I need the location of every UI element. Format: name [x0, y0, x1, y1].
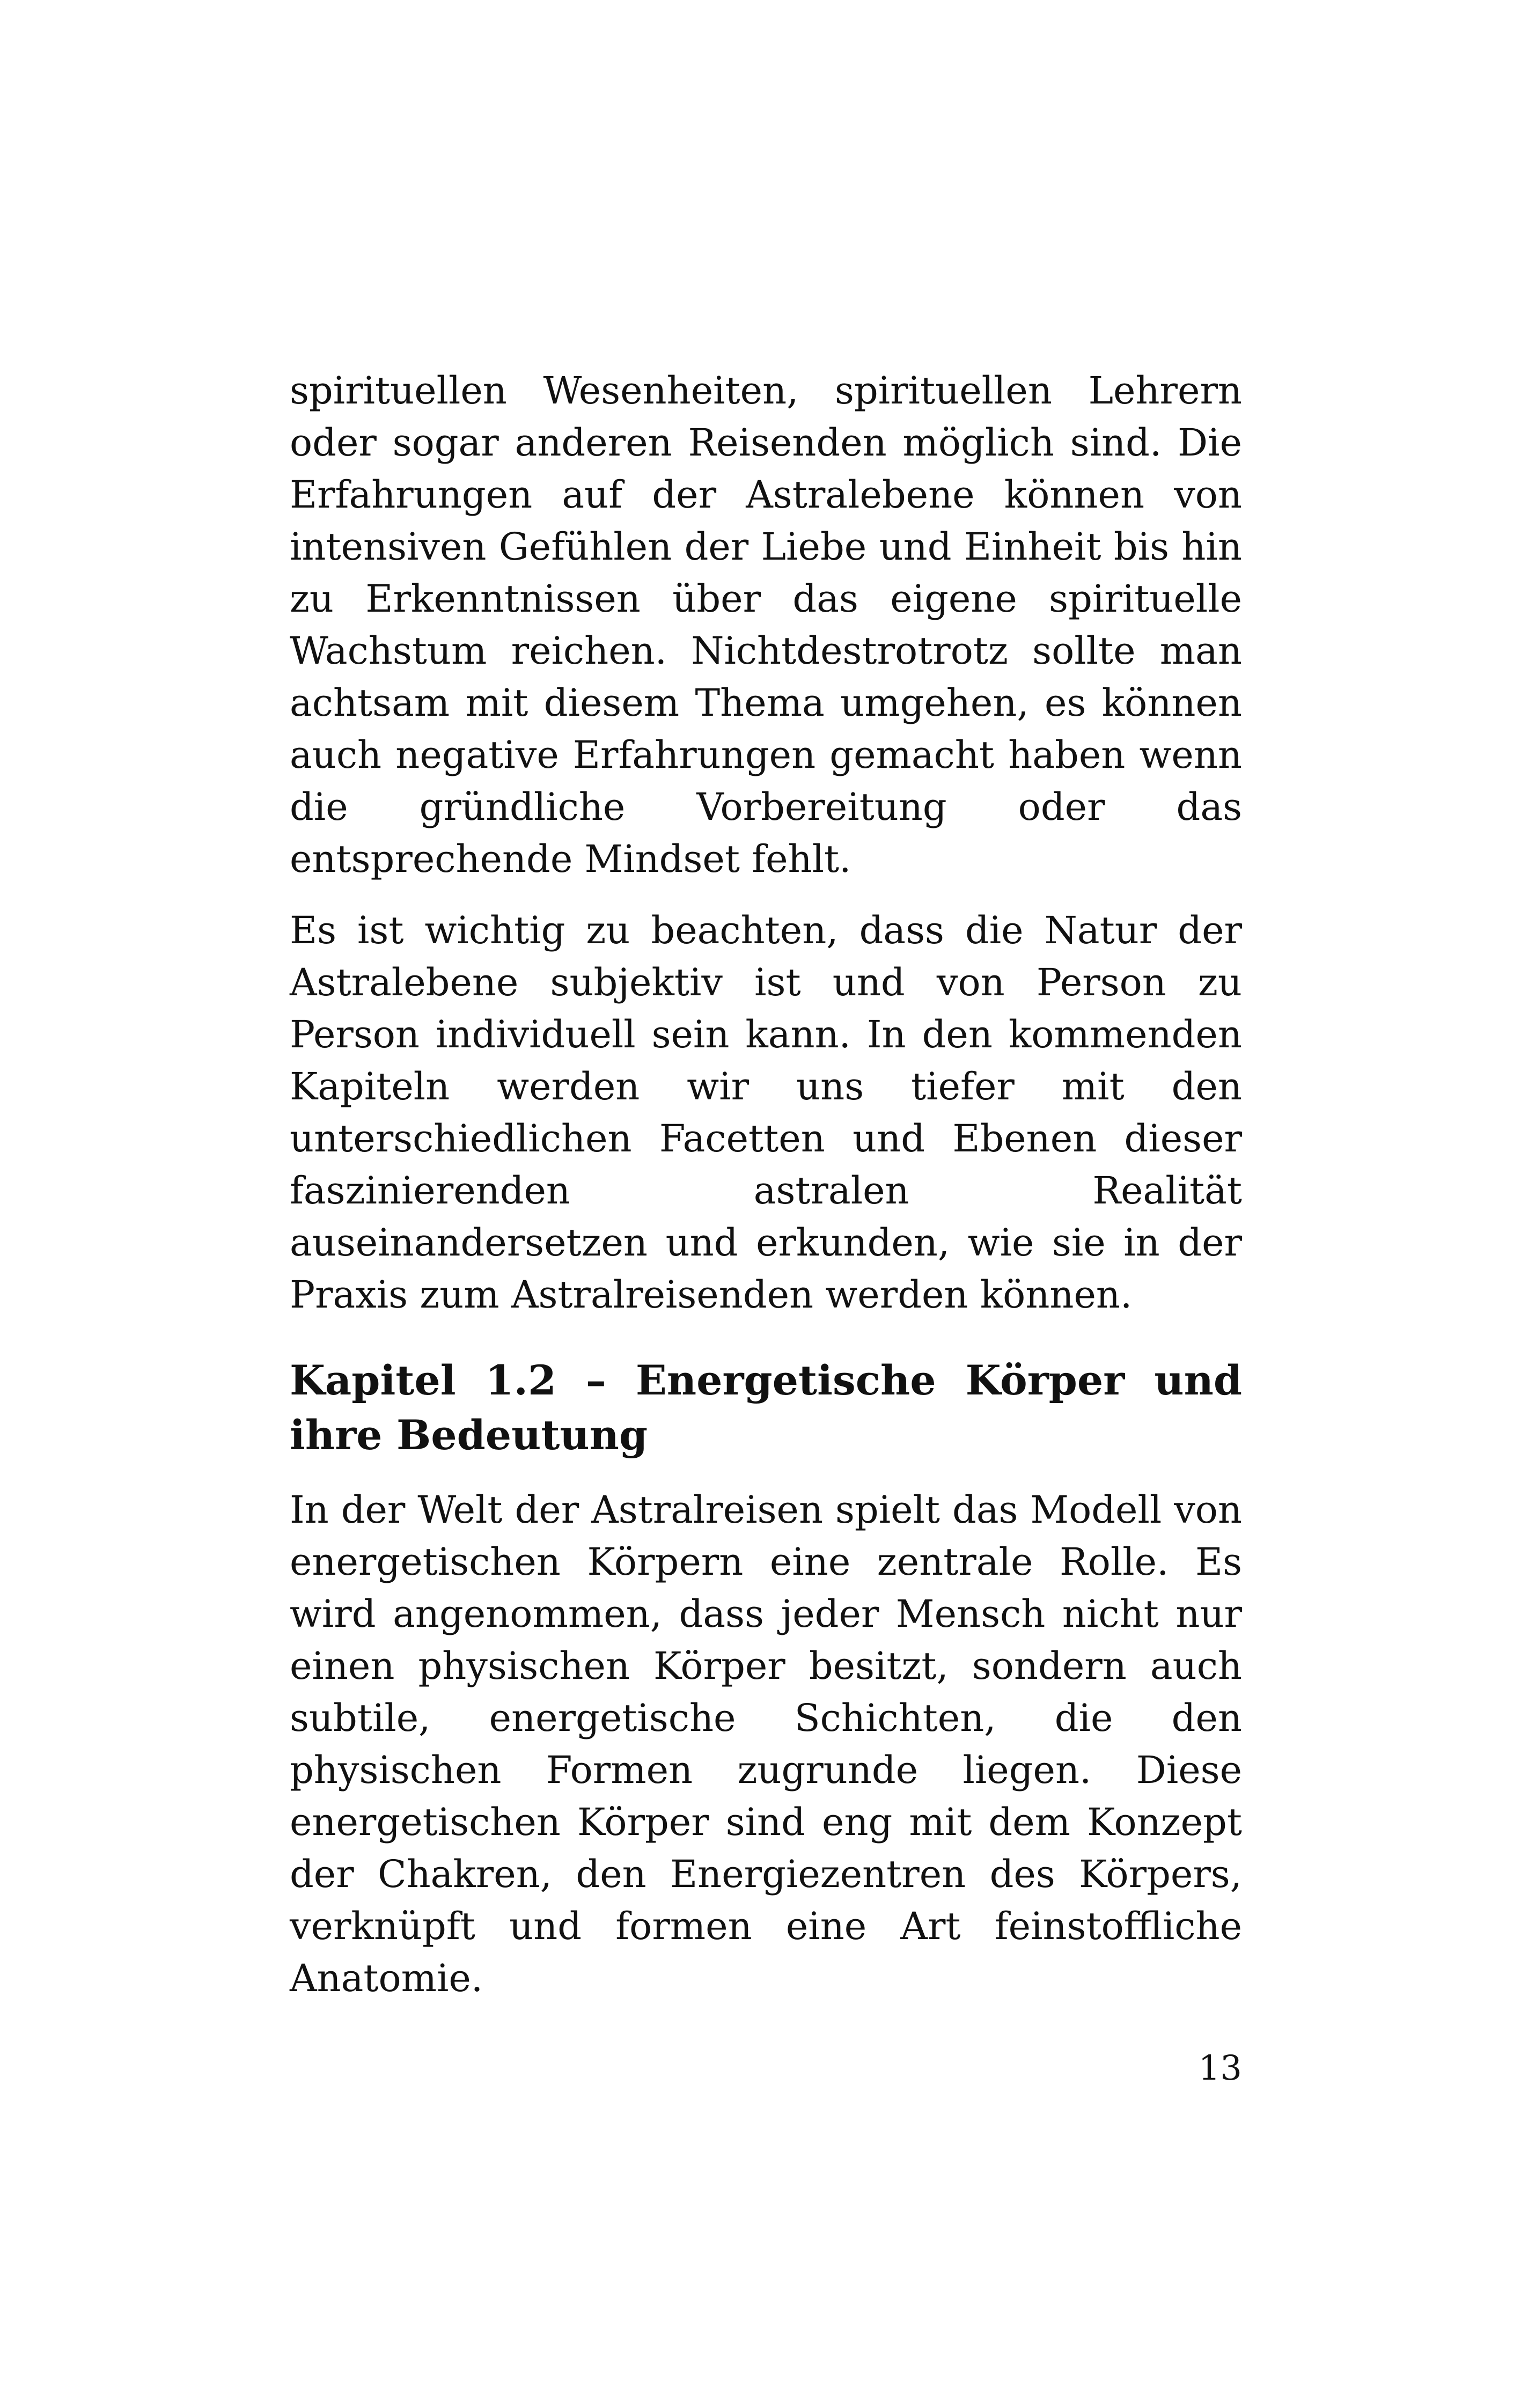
- paragraph-astral-plane-subjective: Es ist wichtig zu beachten, dass die Natur der Astralebene subjektiv ist und von Person zu Person individuell sein kann. In den kommenden Kapiteln werden wir uns tiefer mit den unterschiedlichen Facetten und Ebenen dieser faszinierenden astralen Realität auseinandersetzen und erkunden, wie sie in der Praxis zum Astralreisenden werden können.: [290, 908, 1242, 1317]
- chapter-heading: Kapitel 1.2 – Energetische Körper und ihre Bedeutung: [290, 1356, 1242, 1459]
- paragraph-energetic-bodies: In der Welt der Astralreisen spielt das Modell von energetischen Körpern eine zentrale Rolle. Es wird angenommen, dass jeder Mensch nicht nur einen physischen Körper besitzt, sondern auch subtile, energetische Schichten, die den physischen Formen zugrunde liegen. Diese energetischen Körper sind eng mit dem Konzept der Chakren, den Energiezentren des Körpers, verknüpft und formen eine Art feinstoffliche Anatomie.: [290, 1488, 1242, 2000]
- body-text: [290, 365, 1242, 2005]
- page-number: 13: [1198, 2049, 1242, 2088]
- paragraph-continued: spirituellen Wesenheiten, spirituellen Lehrern oder sogar anderen Reisenden möglich sind. Die Erfahrungen auf der Astralebene können von intensiven Gefühlen der Liebe und Einheit bis hin zu Erkenntnissen über das eigene spirituelle Wachstum reichen. Nichtdestrotrotz sollte man achtsam mit diesem Thema umgehen, es können auch negative Erfahrungen gemacht haben wenn die gründliche Vorbereitung oder das entsprechende Mindset fehlt.: [290, 369, 1242, 881]
